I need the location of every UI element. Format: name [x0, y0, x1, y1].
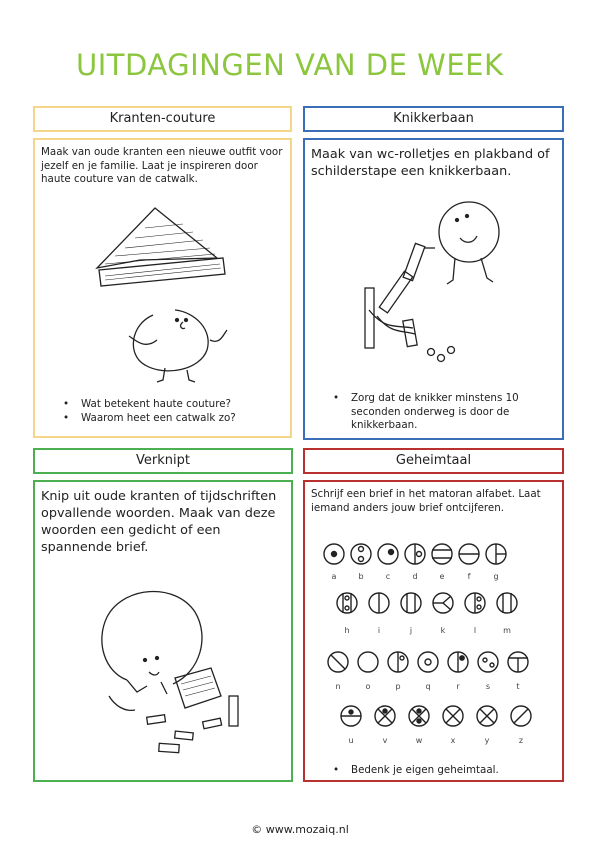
alphabet-letter: q [425, 682, 431, 691]
alphabet-letter: d [412, 572, 418, 581]
card-header-geheimtaal: Geheimtaal [303, 448, 564, 474]
card-header-kranten-couture: Kranten-couture [33, 106, 292, 132]
alphabet-letter: e [439, 572, 445, 581]
glyph-y [477, 706, 497, 726]
glyph-q [418, 652, 438, 672]
glyph-f [459, 544, 479, 564]
alphabet-letter: j [409, 626, 413, 635]
glyph-p [388, 652, 408, 672]
alphabet-letter: v [382, 736, 388, 745]
alphabet-letter: z [518, 736, 524, 745]
card-header-knikkerbaan: Knikkerbaan [303, 106, 564, 132]
glyph-a [324, 544, 344, 564]
glyph-m [497, 593, 517, 613]
footer-copyright: © www.mozaiq.nl [251, 823, 349, 836]
glyph-d [405, 544, 425, 564]
alphabet-letter: n [335, 682, 341, 691]
glyph-k [433, 593, 453, 613]
glyph-s [478, 652, 498, 672]
alphabet-letter: u [348, 736, 354, 745]
card-text: Maak van wc-rolletjes en plakband of schilderstape een knikkerbaan. [311, 147, 550, 179]
alphabet-letter: w [415, 736, 423, 745]
alphabet-letter: m [503, 626, 511, 635]
question-list [59, 398, 236, 425]
newspaper-hat-drawing [35, 140, 294, 440]
alphabet-letter: y [484, 736, 490, 745]
card-verknipt [33, 480, 293, 782]
tip-list [329, 392, 539, 433]
alphabet-letter: g [493, 572, 499, 581]
bullet-item: • Bedenk je eigen geheimtaal. [329, 764, 499, 778]
alphabet-letter: x [450, 736, 456, 745]
glyph-t [508, 652, 528, 672]
glyph-n [328, 652, 348, 672]
alphabet-letter: a [331, 572, 337, 581]
glyph-h [337, 593, 357, 613]
glyph-i [369, 593, 389, 613]
alphabet-letter: f [467, 572, 471, 581]
alphabet-letter: b [358, 572, 364, 581]
bullet-item: • Zorg dat de knikker minstens 10 seconden onderweg is door de knikkerbaan. [329, 392, 539, 433]
card-kranten-couture [33, 138, 292, 438]
card-text: Knip uit oude kranten of tijdschriften opvallende woorden. Maak van deze woorden een gedicht of een spannende brief. [41, 489, 277, 555]
bullet-item: • Waarom heet een catwalk zo? [59, 412, 236, 426]
alphabet-letter: k [440, 626, 446, 635]
glyph-o [358, 652, 378, 672]
alphabet-letter: r [456, 682, 460, 691]
cutting-paper-drawing [35, 482, 295, 784]
card-knikkerbaan [303, 138, 564, 440]
glyph-z [511, 706, 531, 726]
card-text: Maak van oude kranten een nieuwe outfit voor jezelf en je familie. Laat je inspireren door haute couture van de catwalk. [41, 146, 283, 185]
bullet-item: • Wat betekent haute couture? [59, 398, 236, 412]
alphabet-letter: o [365, 682, 371, 691]
alphabet-letter: c [385, 572, 391, 581]
alphabet-letter: l [473, 626, 477, 635]
glyph-x [443, 706, 463, 726]
alphabet-letter: h [344, 626, 350, 635]
glyph-v [375, 706, 395, 726]
card-header-verknipt: Verknipt [33, 448, 293, 474]
card-text: Schrijf een brief in het matoran alfabet. Laat iemand anders jouw brief ontcijferen. [311, 488, 541, 514]
glyph-u [341, 706, 361, 726]
card-geheimtaal [303, 480, 564, 782]
glyph-r [448, 652, 468, 672]
alphabet-letter: s [485, 682, 491, 691]
glyph-b [351, 544, 371, 564]
page-title: UITDAGINGEN VAN DE WEEK [76, 48, 504, 82]
alphabet-letter: p [395, 682, 401, 691]
glyph-j [401, 593, 421, 613]
alphabet-letter: i [377, 626, 381, 635]
glyph-g [486, 544, 506, 564]
glyph-w [409, 706, 429, 726]
tip-list [329, 764, 499, 778]
glyph-e [432, 544, 452, 564]
glyph-l [465, 593, 485, 613]
alphabet-letter: t [516, 682, 520, 691]
glyph-c [378, 544, 398, 564]
